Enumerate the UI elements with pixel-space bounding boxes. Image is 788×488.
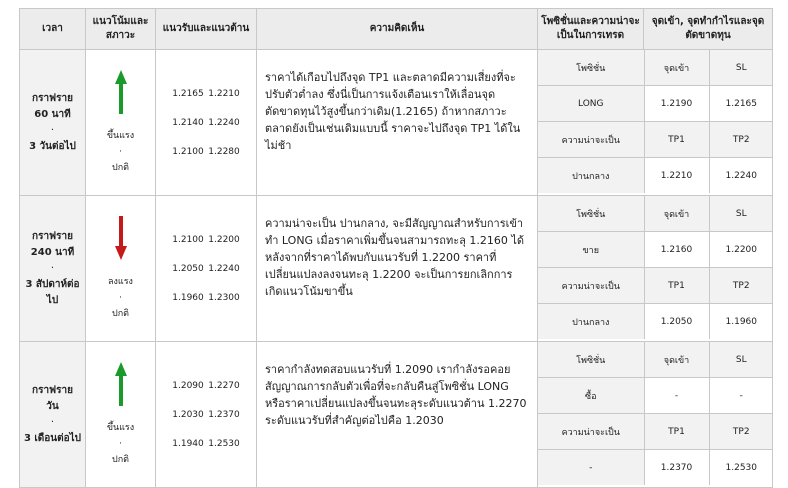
trend-cell [86,196,156,342]
level-pair [156,408,256,422]
trade-grid-value: SL [709,196,773,232]
arrow-up-icon [86,70,155,120]
resistance-level: 1.2240 [208,263,240,274]
trade-grid-value: จุดเข้า [644,342,709,378]
trade-grid-value: TP2 [709,414,773,450]
header-position: โพซิชั่นและความน่าจะเป็นในการเทรด [538,9,644,50]
resistance-level: 1.2200 [208,234,240,245]
trend-label: ปกติ [111,163,129,173]
trend-label: ขึ้นแรง [106,131,135,141]
level-pair [156,116,256,130]
trade-grid-row [538,122,773,158]
header-comment: ความคิดเห็น [257,9,538,50]
trade-grid-value: 1.1960 [725,316,757,327]
trade-grid-row [538,342,773,378]
level-pair [156,262,256,276]
trade-grid-row [538,378,773,414]
level-pair [156,291,256,305]
trade-grid-row [538,196,773,232]
separator-dot: · [50,416,55,428]
trade-grid-value: TP1 [644,414,709,450]
levels-cell [156,50,257,196]
resistance-level: 1.2270 [208,380,240,391]
trade-grid-value: 1.2370 [644,450,709,486]
trade-grid-value: LONG [538,86,644,122]
support-level: 1.2165 [172,88,204,99]
header-row [20,9,773,50]
trade-grid-value: ปานกลาง [538,304,644,340]
arrow-up-icon [86,362,155,412]
trade-grid-value: - [538,450,644,486]
trade-grid-value: TP2 [709,268,773,304]
levels-cell [156,196,257,342]
trade-grid-row [538,414,773,450]
trade-grid-value: SL [709,50,773,86]
trade-grid-row [538,232,773,268]
trend-cell [86,342,156,488]
level-pair [156,379,256,393]
resistance-level: 1.2370 [208,409,240,420]
resistance-level: 1.2300 [208,292,240,303]
trade-grid-row [538,50,773,86]
resistance-level: 1.2530 [208,438,240,449]
period-label: กราฟราย [32,384,73,396]
resistance-level: 1.2240 [208,117,240,128]
resistance-level: 1.2280 [208,146,240,157]
trade-grid-value: ซื้อ [538,378,644,414]
trade-grid-value: 1.2200 [709,232,773,268]
trade-grid-value: TP1 [644,268,709,304]
trend-label: ลงแรง [108,277,133,287]
period-label: วัน [46,400,59,412]
trade-grid-value: โพซิชั่น [538,196,644,232]
trade-grid-cell [538,50,773,196]
trend-label: ขึ้นแรง [106,423,135,433]
trade-grid-value: 1.2530 [725,462,757,473]
trade-grid-value: - [709,378,773,414]
trade-grid-value: 1.2240 [725,170,757,181]
period-label: 3 วันต่อไป [29,140,76,152]
trade-grid [538,50,773,193]
trade-grid-value: ความน่าจะเป็น [538,122,644,158]
trade-grid [538,342,773,485]
trade-grid-row [538,158,773,194]
support-level: 1.2050 [172,263,204,274]
header-entry: จุดเข้า, จุดทำกำไรและจุดตัดขาดทุน [644,9,773,50]
period-label: 60 นาที [34,108,71,120]
trade-grid-value: 1.2160 [644,232,709,268]
support-level: 1.2090 [172,380,204,391]
trade-grid-value: โพซิชั่น [538,50,644,86]
support-level: 1.2140 [172,117,204,128]
trade-grid-value: SL [709,342,773,378]
trade-grid-value: TP1 [644,122,709,158]
support-level: 1.1960 [172,292,204,303]
separator-dot: · [119,439,122,449]
trade-grid-value: TP2 [709,122,773,158]
separator-dot: · [119,147,122,157]
separator-dot: · [50,124,55,136]
trade-grid-value: ขาย [538,232,644,268]
support-level: 1.2030 [172,409,204,420]
level-pair [156,437,256,451]
trade-grid-value: ความน่าจะเป็น [538,268,644,304]
support-level: 1.2100 [172,234,204,245]
period-cell [20,196,86,342]
trade-grid-value: ปานกลาง [538,158,644,194]
trade-grid-value: โพซิชั่น [538,342,644,378]
trade-grid-row [538,86,773,122]
arrow-down-icon [86,216,155,266]
trade-grid [538,196,773,339]
trade-grid-value: จุดเข้า [644,196,709,232]
trade-grid-row [538,450,773,486]
period-label: กราฟราย [32,92,73,104]
support-level: 1.1940 [172,438,204,449]
level-pair [156,145,256,159]
trend-cell [86,50,156,196]
resistance-level: 1.2210 [208,88,240,99]
trend-label: ปกติ [111,455,129,465]
comment-cell: ความน่าจะเป็น ปานกลาง, จะมีสัญญาณสำหรับการเข้าทำ LONG เมื่อราคาเพิ่มขึ้นจนสามารถทะลุ 1.2160 ได้หลังจากที่ราคาได้พบกับแนวรับที่ 1.2200 ราคาที่เปลี่ยนแปลงลงจนทะลุ 1.2200 จะเป็นการยกเลิกการเกิดแนวโน้มขาขึ้น [257,196,538,342]
levels-cell [156,342,257,488]
trade-grid-cell [538,342,773,488]
period-label: 3 เดือนต่อไป [23,432,82,444]
trend-label: ปกติ [111,309,129,319]
timeframe-row [20,196,773,342]
trade-grid-value: 1.2190 [644,86,709,122]
trade-grid-value: 1.2165 [709,86,773,122]
trade-grid-row [538,304,773,340]
header-time: เวลา [20,9,86,50]
trade-grid-value: 1.2210 [644,158,709,194]
trade-grid-value: ความน่าจะเป็น [538,414,644,450]
header-trend: แนวโน้มและสภาวะ [86,9,156,50]
header-levels: แนวรับและแนวต้าน [156,9,257,50]
comment-cell: ราคาได้เกือบไปถึงจุด TP1 และตลาดมีความเสี่ยงที่จะปรับตัวต่ำลง ซึ่งนี่เป็นการแจ้งเตือนเราให้เลื่อนจุดตัดขาดทุนไว้สูงขึ้นกว่าเดิม(1.2165) ถ้าหากสภาวะตลาดยังเป็นเช่นเดิมแบบนี้ ราคาจะไปถึงจุด TP1 ได้ในไม่ช้า [257,50,538,196]
comment-cell: ราคากำลังทดสอบแนวรับที่ 1.2090 เรากำลังรอคอยสัญญาณการกลับตัวเพื่อที่จะกลับคืนสู่โพซิชั่น LONG หรือราคาเปลี่ยนแปลงขึ้นจนทะลุระดับแนวต้าน 1.2270 ระดับแนวรับที่สำคัญต่อไปคือ 1.2030 [257,342,538,488]
support-level: 1.2100 [172,146,204,157]
period-cell [20,50,86,196]
period-label: 3 สัปดาห์ต่อไป [25,278,80,306]
separator-dot: · [119,293,122,303]
timeframe-row [20,342,773,488]
period-cell [20,342,86,488]
level-pair [156,87,256,101]
timeframe-row [20,50,773,196]
trade-grid-value: จุดเข้า [644,50,709,86]
forecast-table [19,8,773,488]
trade-grid-cell [538,196,773,342]
trade-grid-value: 1.2050 [644,304,709,340]
trade-grid-row [538,268,773,304]
separator-dot: · [50,262,55,274]
period-label: 240 นาที [30,246,75,258]
period-label: กราฟราย [32,230,73,242]
level-pair [156,233,256,247]
trade-grid-value: - [644,378,709,414]
